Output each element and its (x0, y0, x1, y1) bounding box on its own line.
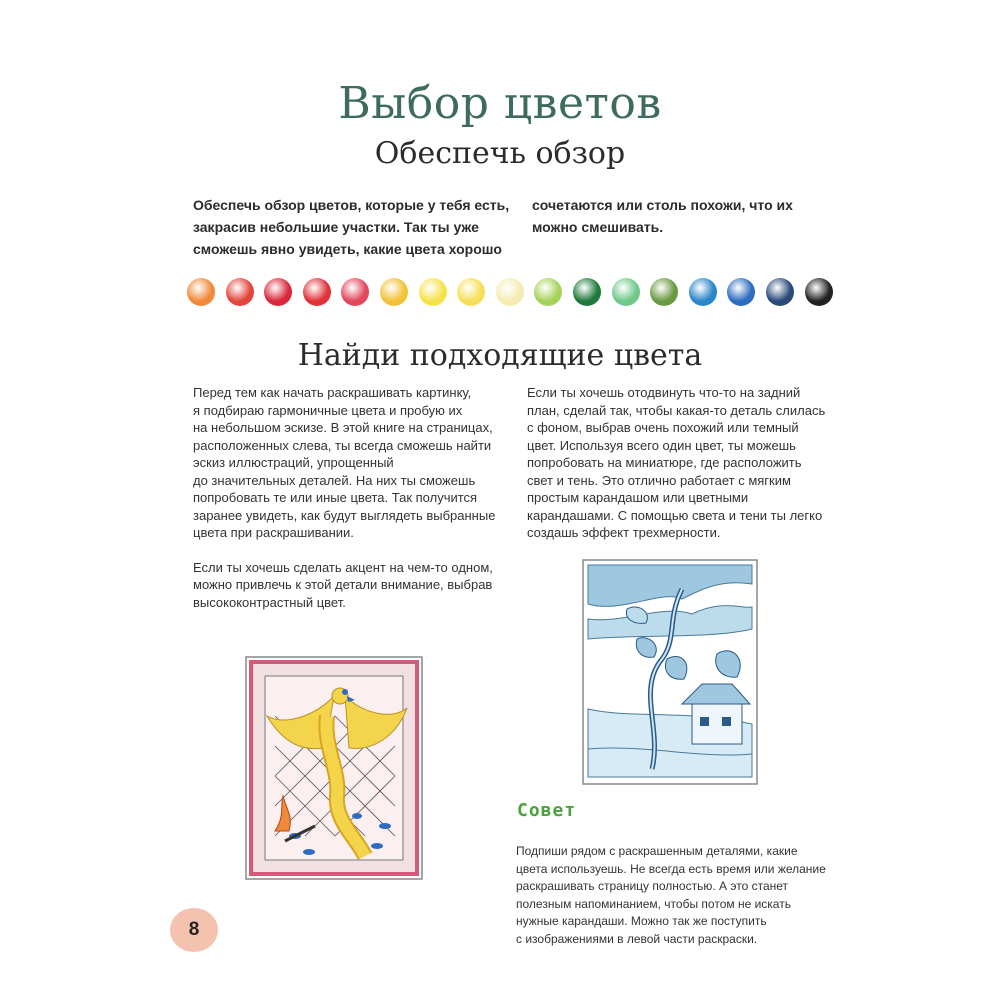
text-line: высококонтрастный цвет. (193, 594, 346, 610)
page-number-badge (170, 908, 218, 952)
color-swatch (727, 278, 755, 306)
intro-line: сможешь явно увидеть, какие цвета хорошо (193, 241, 502, 257)
color-swatch (573, 278, 601, 306)
color-swatch (496, 278, 524, 306)
intro-right (532, 194, 832, 238)
intro-left (193, 194, 523, 260)
section-title: Найди подходящие цвета (297, 338, 703, 373)
color-swatch (264, 278, 292, 306)
text-line: раскрашивать страницу полностью. А это станет (516, 879, 789, 894)
text-line: Если ты хочешь отодвинуть что-то на задний (527, 385, 801, 400)
page-subtitle: Обеспечь обзор (374, 136, 626, 171)
color-swatch (650, 278, 678, 306)
text-line: план, сделай так, чтобы какая-то деталь слилась (527, 402, 826, 418)
text-line: Перед тем как начать раскрашивать картинку, (193, 385, 472, 400)
color-swatch (341, 278, 369, 306)
text-line: нужные карандаши. Можно так же поступить (516, 914, 767, 929)
phoenix-illustration (245, 656, 423, 880)
paragraph-2 (193, 559, 513, 612)
text-line: цвета используешь. Не всегда есть время или желание (516, 861, 826, 876)
text-line: карандашами. С помощью света и тени ты легко (527, 507, 823, 523)
winter-illustration (582, 559, 758, 785)
text-line: на небольшом эскизе. В этой книге на страницах, (193, 420, 493, 435)
color-swatch (612, 278, 640, 306)
text-line: заранее увидеть, как будут выглядеть выбранные (193, 507, 496, 523)
text-line: я подбираю гармоничные цвета и пробую их (193, 402, 463, 418)
intro-line: Обеспечь обзор цветов, которые у тебя есть, (193, 197, 510, 213)
text-line: Если ты хочешь сделать акцент на чем-то одном, (193, 559, 493, 575)
text-line: создашь эффект трехмерности. (527, 525, 721, 540)
paragraph-1 (193, 384, 513, 542)
text-line: с фоном, выбрав очень похожий или темный (527, 420, 799, 435)
color-swatch (534, 278, 562, 306)
text-line: попробовать на миниатюре, где расположить (527, 455, 802, 470)
text-line: цвет. Используя всего один цвет, ты можешь (527, 437, 796, 453)
intro-line: можно смешивать. (532, 219, 664, 235)
color-swatch (689, 278, 717, 306)
text-line: свет и тень. Это отлично работает с мягким (527, 472, 791, 488)
text-line: Подпиши рядом с раскрашенным деталями, какие (516, 844, 798, 858)
text-line: до значительных деталей. На них ты сможешь (193, 472, 476, 488)
color-swatch (805, 278, 833, 306)
color-swatch (226, 278, 254, 306)
intro-line: закрасив небольшие участки. Так ты уже (193, 219, 479, 235)
color-swatch (303, 278, 331, 306)
text-line: с изображениями в левой части раскраски. (516, 931, 758, 946)
color-swatch (380, 278, 408, 306)
left-column (193, 384, 513, 611)
page-number: 8 (188, 919, 200, 940)
color-swatch (187, 278, 215, 306)
tip-title: Совет (517, 800, 577, 821)
text-line: простым карандашом или цветными (527, 490, 749, 505)
color-swatch (766, 278, 794, 306)
text-line: цвета при раскрашивании. (193, 525, 354, 540)
intro-line: сочетаются или столь похожи, что их (532, 197, 793, 213)
text-line: расположенных слева, ты всегда сможешь найти (193, 437, 492, 453)
text-line: попробовать те или иные цвета. Так получится (193, 490, 478, 505)
tip-text (516, 843, 836, 949)
text-line: полезным напоминанием, чтобы потом не искать (516, 896, 791, 911)
page-title: Выбор цветов (338, 78, 662, 129)
text-line: можно привлечь к этой детали внимание, выбрав (193, 577, 493, 592)
right-column (527, 384, 847, 542)
color-swatch (419, 278, 447, 306)
text-line: эскиз иллюстраций, упрощенный (193, 455, 394, 470)
color-swatch (457, 278, 485, 306)
